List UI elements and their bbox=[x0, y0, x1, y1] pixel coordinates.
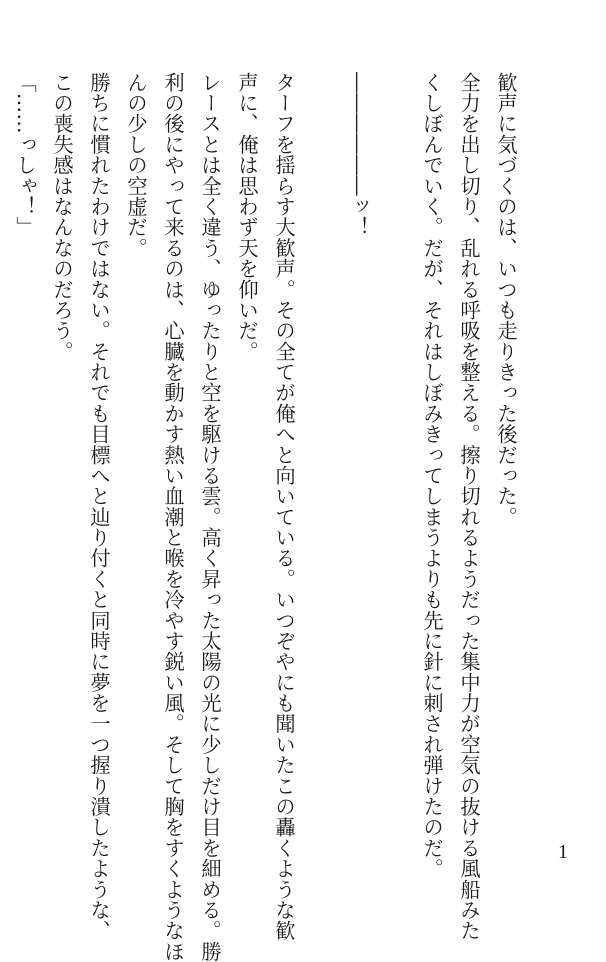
text-line: くしぼんでいく。だが、それはしぼみきってしまうよりも先に針に刺され弾けたのだ。 bbox=[420, 72, 444, 879]
text-line bbox=[0, 72, 6, 852]
text-line: 歓声に気づくのは、いつも走りきった後だった。 bbox=[494, 72, 518, 528]
text-line: 利の後にやって来るのは、心臓を動かす熱い血潮と喉を冷やす鋭い風。そして胸をすくようなほ bbox=[161, 72, 185, 962]
text-line: 声に、俺は思わず天を仰いだ。 bbox=[235, 72, 259, 362]
page-number: 1 bbox=[558, 841, 568, 863]
text-line: 勝ちに慣れたわけではない。それでも目標へと辿り付くと同時に夢を一つ握り潰したような、 bbox=[87, 72, 111, 941]
blank-line bbox=[302, 72, 339, 852]
text-line: レースとは全く違う、ゆったりと空を駆ける雲。高く昇った太陽の光に少しだけ目を細める。勝 bbox=[198, 72, 222, 962]
text-line: この喪失感はなんなのだろう。 bbox=[50, 72, 74, 362]
text-line: 「……っしゃ！」 bbox=[13, 72, 37, 238]
text-line: んの少しの空虚だ。 bbox=[124, 72, 148, 259]
text-line: 全力を出し切り、乱れる呼吸を整える。擦り切れるようだった集中力が空気の抜ける風船みた bbox=[457, 72, 481, 941]
vertical-text-body bbox=[13, 72, 524, 962]
text-line: ――――――ッ！ bbox=[346, 72, 370, 238]
blank-line bbox=[376, 72, 413, 852]
text-line: ターフを揺らす大歓声。その全てが俺へと向いている。いつぞやにも聞いたこの轟くような歓 bbox=[272, 72, 296, 941]
